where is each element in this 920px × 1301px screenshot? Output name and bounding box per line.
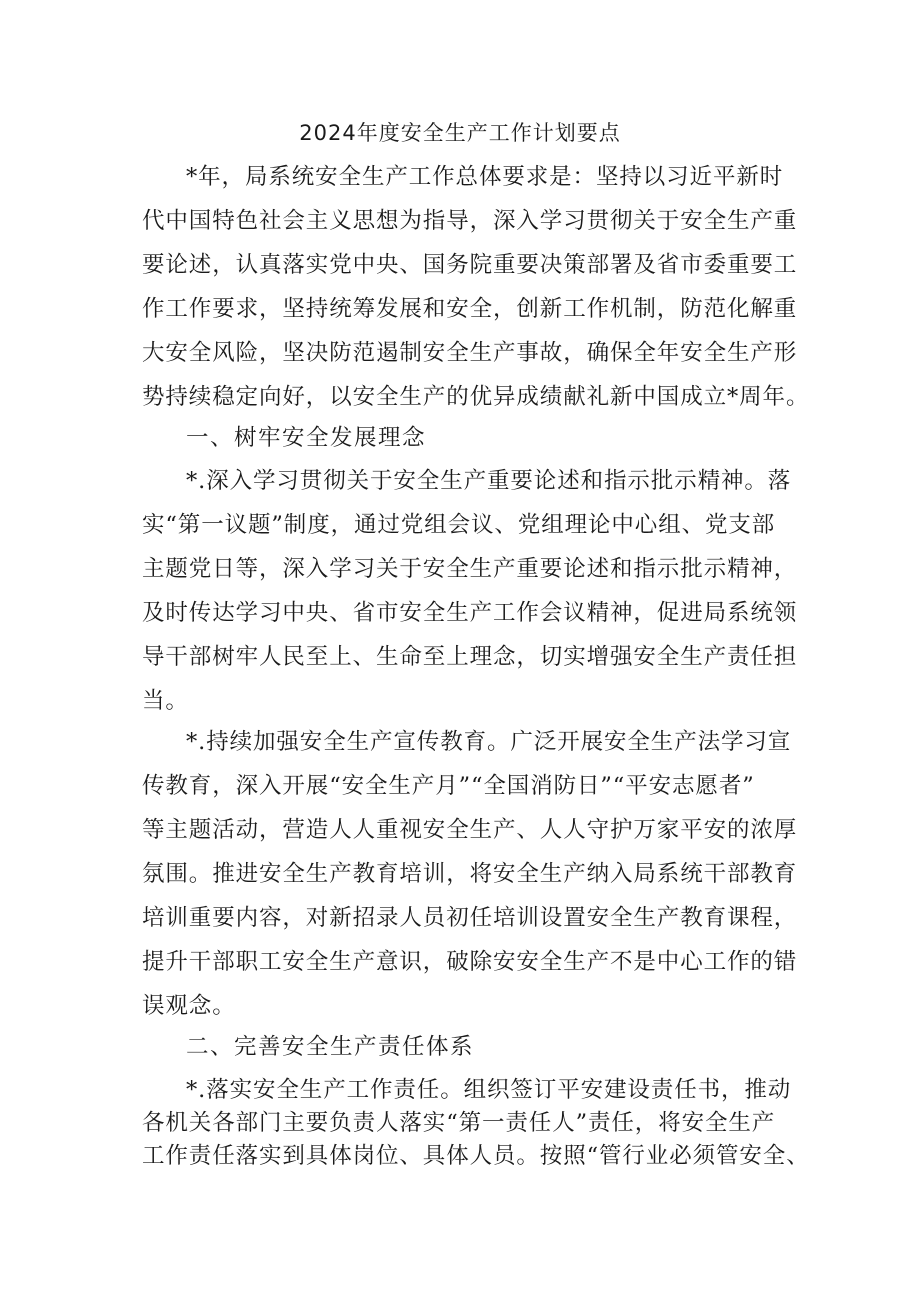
- para3-line-1: *.落实安全生产工作责任。组织签订平安建设责任书，推动: [186, 1077, 792, 1103]
- para2-line-1: *.持续加强安全生产宣传教育。广泛开展安全生产法学习宣: [186, 729, 792, 755]
- para1-line-6: 当。: [142, 688, 189, 714]
- para3-line-2: 各机关各部门主要负责人落实“第一责任人”责任，将安全生产: [142, 1110, 776, 1136]
- para1-line-5: 导干部树牢人民至上、生命至上理念，切实增强安全生产责任担: [142, 644, 798, 670]
- para2-line-6: 提升干部职工安全生产意识，破除安安全生产不是中心工作的错: [142, 949, 798, 975]
- intro-line-6: 势持续稳定向好，以安全生产的优异成绩献礼新中国成立*周年。: [142, 384, 810, 410]
- para1-line-2: 实“第一议题”制度，通过党组会议、党组理论中心组、党支部: [142, 512, 776, 538]
- section-heading-2: 二、完善安全生产责任体系: [186, 1034, 475, 1060]
- intro-line-2: 代中国特色社会主义思想为指导，深入学习贯彻关于安全生产重: [142, 208, 798, 234]
- intro-line-3: 要论述，认真落实党中央、国务院重要决策部署及省市委重要工: [142, 252, 798, 278]
- para1-line-4: 及时传达学习中央、省市安全生产工作会议精神，促进局系统领: [142, 600, 798, 626]
- intro-line-5: 大安全风险，坚决防范遏制安全生产事故，确保全年安全生产形: [142, 340, 798, 366]
- para2-line-4: 氛围。推进安全生产教育培训，将安全生产纳入局系统干部教育: [142, 861, 798, 887]
- para2-line-7: 误观念。: [142, 993, 236, 1019]
- para1-line-3: 主题党日等，深入学习关于安全生产重要论述和指示批示精神，: [142, 556, 798, 582]
- intro-line-1: *年，局系统安全生产工作总体要求是：坚持以习近平新时: [186, 164, 784, 190]
- section-heading-1: 一、树牢安全发展理念: [186, 425, 427, 451]
- para1-line-1: *.深入学习贯彻关于安全生产重要论述和指示批示精神。落: [186, 468, 792, 494]
- para2-line-3: 等主题活动，营造人人重视安全生产、人人守护万家平安的浓厚: [142, 817, 798, 843]
- para2-line-5: 培训重要内容，对新招录人员初任培训设置安全生产教育课程，: [142, 905, 798, 931]
- para2-line-2: 传教育，深入开展“安全生产月”“全国消防日”“平安志愿者”: [142, 773, 755, 799]
- para3-line-3: 工作责任落实到具体岗位、具体人员。按照“管行业必须管安全、: [142, 1143, 810, 1169]
- intro-line-4: 作工作要求，坚持统筹发展和安全，创新工作机制，防范化解重: [142, 296, 798, 322]
- document-title: 2024年度安全生产工作计划要点: [299, 121, 621, 145]
